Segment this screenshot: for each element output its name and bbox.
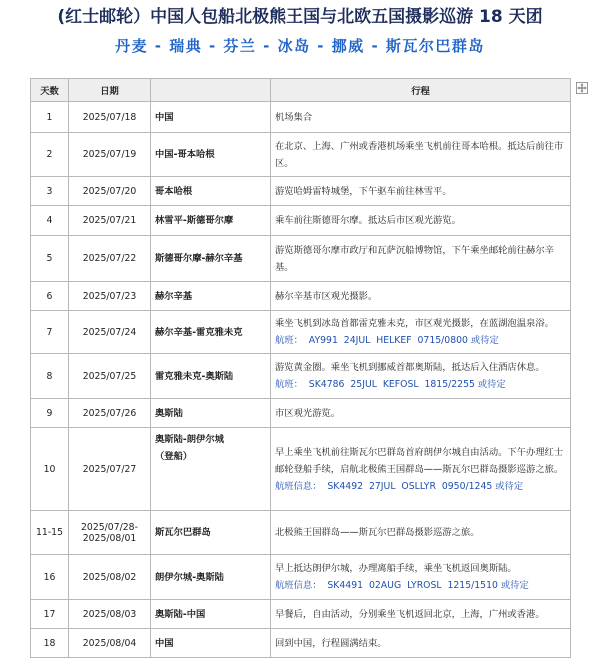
date-value: 2025/07/19	[82, 149, 137, 160]
itinerary-row	[31, 629, 571, 658]
date-value: 2025/08/01	[82, 532, 137, 544]
itinerary-text: 赫尔辛基市区观光摄影。	[275, 290, 378, 302]
place-value: 奥斯陆	[155, 407, 183, 419]
day-value: 9	[46, 407, 53, 419]
place-value: 赫尔辛基	[155, 290, 193, 302]
day-cell	[31, 511, 69, 555]
day-value: 11-15	[35, 527, 63, 538]
header-place	[151, 79, 271, 102]
place-cell	[151, 555, 271, 600]
place-cell	[151, 282, 271, 311]
itinerary-row	[31, 102, 571, 133]
day-value: 1	[46, 111, 53, 123]
place-cell	[151, 354, 271, 399]
place-value: 雷克雅未克-奥斯陆	[155, 370, 234, 382]
itinerary-cell	[271, 236, 571, 282]
place-value: 中国	[155, 111, 174, 123]
day-value: 6	[46, 290, 53, 302]
day-cell	[31, 206, 69, 236]
itinerary-row	[31, 555, 571, 600]
day-value: 18	[43, 637, 56, 649]
place-value: （登船）	[155, 451, 193, 462]
flight-info: 航班： SK4786 25JUL KEFOSL 1815/2255 或待定	[275, 379, 506, 390]
place-cell	[151, 236, 271, 282]
day-value: 7	[46, 326, 53, 338]
itinerary-cell	[271, 102, 571, 133]
itinerary-cell	[271, 311, 571, 354]
itinerary-table	[30, 78, 571, 658]
day-cell	[31, 629, 69, 658]
date-cell	[69, 177, 151, 206]
header-itinerary: 行程	[271, 79, 571, 102]
itinerary-cell	[271, 354, 571, 399]
date-value: 2025/07/23	[82, 290, 137, 302]
itinerary-body	[31, 102, 571, 658]
day-cell	[31, 282, 69, 311]
date-value: 2025/07/24	[82, 326, 137, 338]
date-cell	[69, 511, 151, 555]
itinerary-cell	[271, 629, 571, 658]
day-cell	[31, 133, 69, 177]
itinerary-text: 乘坐飞机到冰岛首都雷克雅未克，市区观光摄影，在蓝湖泡温泉浴。	[275, 318, 554, 329]
date-value: 2025/07/25	[82, 370, 137, 382]
itinerary-text: 游览哈姆雷特城堡，下午驱车前往林雪平。	[275, 185, 452, 197]
place-value: 林雪平-斯德哥尔摩	[155, 215, 234, 226]
day-value: 5	[46, 253, 53, 264]
date-cell	[69, 133, 151, 177]
date-cell	[69, 428, 151, 511]
place-cell	[151, 600, 271, 629]
page-title: (红士邮轮）中国人包船北极熊王国与北欧五国摄影巡游 18 天团	[57, 7, 543, 27]
itinerary-row	[31, 236, 571, 282]
itinerary-text: 早上抵达朗伊尔城，办理离船手续，乘坐飞机返回奥斯陆。	[275, 563, 517, 574]
itinerary-text: 早餐后，自由活动，分别乘坐飞机返回北京，上海，广州或香港。	[275, 608, 545, 620]
header-date: 日期	[69, 79, 151, 102]
date-cell	[69, 311, 151, 354]
date-value: 2025/08/04	[82, 637, 137, 649]
place-cell	[151, 311, 271, 354]
day-cell	[31, 399, 69, 428]
itinerary-row	[31, 311, 571, 354]
place-cell	[151, 102, 271, 133]
itinerary-text: 乘车前往斯德哥尔摩。抵达后市区观光游览。	[275, 215, 461, 226]
place-cell	[151, 399, 271, 428]
date-cell	[69, 600, 151, 629]
date-cell	[69, 236, 151, 282]
place-cell	[151, 206, 271, 236]
itinerary-cell	[271, 511, 571, 555]
itinerary-text: 北极熊王国群岛——斯瓦尔巴群岛摄影巡游之旅。	[275, 527, 480, 538]
itinerary-row	[31, 206, 571, 236]
date-value: 2025/07/21	[82, 215, 137, 226]
date-value: 2025/07/18	[82, 111, 137, 123]
itinerary-text: 在北京、上海、广州或香港机场乘坐飞机前往哥本哈根。抵达后前往市区。	[275, 140, 564, 169]
place-cell	[151, 428, 271, 511]
itinerary-row	[31, 600, 571, 629]
place-value: 中国-哥本哈根	[155, 149, 215, 160]
place-value: 奥斯陆-中国	[155, 608, 206, 620]
flight-info: 航班： AY991 24JUL HELKEF 0715/0800 或待定	[275, 335, 499, 346]
place-cell	[151, 177, 271, 206]
day-value: 2	[46, 149, 53, 160]
table-header-row	[31, 79, 571, 102]
itinerary-text: 早上乘坐飞机前往斯瓦尔巴群岛首府朗伊尔城自由活动。下午办理红士邮轮登船手续，启航北极熊王国群岛——斯瓦尔巴群岛摄影巡游之旅。	[275, 446, 564, 475]
date-cell	[69, 399, 151, 428]
day-value: 17	[43, 608, 56, 620]
move-arrows-icon	[577, 83, 587, 93]
itinerary-cell	[271, 206, 571, 236]
place-cell	[151, 629, 271, 658]
place-cell	[151, 133, 271, 177]
itinerary-text: 回到中国，行程圆满结束。	[275, 637, 387, 649]
day-cell	[31, 311, 69, 354]
itinerary-cell	[271, 428, 571, 511]
page-subtitle: 丹麦 - 瑞典 - 芬兰 - 冰岛 - 挪威 - 斯瓦尔巴群岛	[115, 37, 485, 55]
place-value: 赫尔辛基-雷克雅未克	[155, 326, 243, 338]
day-value: 3	[46, 185, 53, 197]
day-cell	[31, 102, 69, 133]
day-value: 4	[46, 215, 53, 226]
itinerary-cell	[271, 177, 571, 206]
itinerary-row	[31, 354, 571, 399]
header-day: 天数	[31, 79, 69, 102]
itinerary-text: 市区观光游览。	[275, 407, 341, 419]
move-handle-icon[interactable]	[576, 82, 588, 94]
date-cell	[69, 206, 151, 236]
date-value: 2025/07/27	[82, 463, 137, 475]
date-value: 2025/08/03	[82, 608, 137, 620]
itinerary-cell	[271, 600, 571, 629]
day-value: 8	[46, 370, 53, 382]
itinerary-row	[31, 133, 571, 177]
date-value: 2025/07/26	[82, 407, 137, 419]
day-cell	[31, 555, 69, 600]
itinerary-cell	[271, 282, 571, 311]
flight-info: 航班信息： SK4492 27JUL OSLLYR 0950/1245 或待定	[275, 480, 524, 492]
itinerary-text: 游览黄金圈。乘坐飞机到挪威首都奥斯陆，抵达后入住酒店休息。	[275, 362, 545, 373]
date-value: 2025/07/20	[82, 185, 137, 197]
place-cell	[151, 511, 271, 555]
itinerary-row	[31, 428, 571, 511]
itinerary-cell	[271, 555, 571, 600]
day-cell	[31, 600, 69, 629]
day-cell	[31, 428, 69, 511]
itinerary-cell	[271, 399, 571, 428]
date-cell	[69, 102, 151, 133]
day-cell	[31, 177, 69, 206]
date-value: 2025/08/02	[82, 571, 137, 583]
day-value: 16	[43, 571, 56, 583]
itinerary-row	[31, 177, 571, 206]
itinerary-row	[31, 511, 571, 555]
itinerary-row	[31, 399, 571, 428]
itinerary-cell	[271, 133, 571, 177]
itinerary-text: 机场集合	[275, 111, 313, 123]
date-cell	[69, 354, 151, 399]
day-value: 10	[43, 463, 56, 475]
place-value: 奥斯陆-朗伊尔城	[155, 434, 224, 445]
day-cell	[31, 236, 69, 282]
date-cell	[69, 629, 151, 658]
date-cell	[69, 555, 151, 600]
place-value: 中国	[155, 637, 174, 649]
date-value: 2025/07/28-	[81, 521, 138, 533]
date-value: 2025/07/22	[82, 253, 137, 264]
flight-info: 航班信息： SK4491 02AUG LYROSL 1215/1510 或待定	[275, 580, 529, 591]
date-cell	[69, 282, 151, 311]
day-cell	[31, 354, 69, 399]
itinerary-row	[31, 282, 571, 311]
place-value: 哥本哈根	[155, 185, 193, 197]
place-value: 斯瓦尔巴群岛	[155, 527, 211, 538]
place-value: 朗伊尔城-奥斯陆	[155, 571, 224, 583]
itinerary-text: 游览斯德哥尔摩市政厅和瓦萨沉船博物馆，下午乘坐邮轮前往赫尔辛基。	[275, 244, 554, 273]
place-value: 斯德哥尔摩-赫尔辛基	[155, 253, 243, 264]
